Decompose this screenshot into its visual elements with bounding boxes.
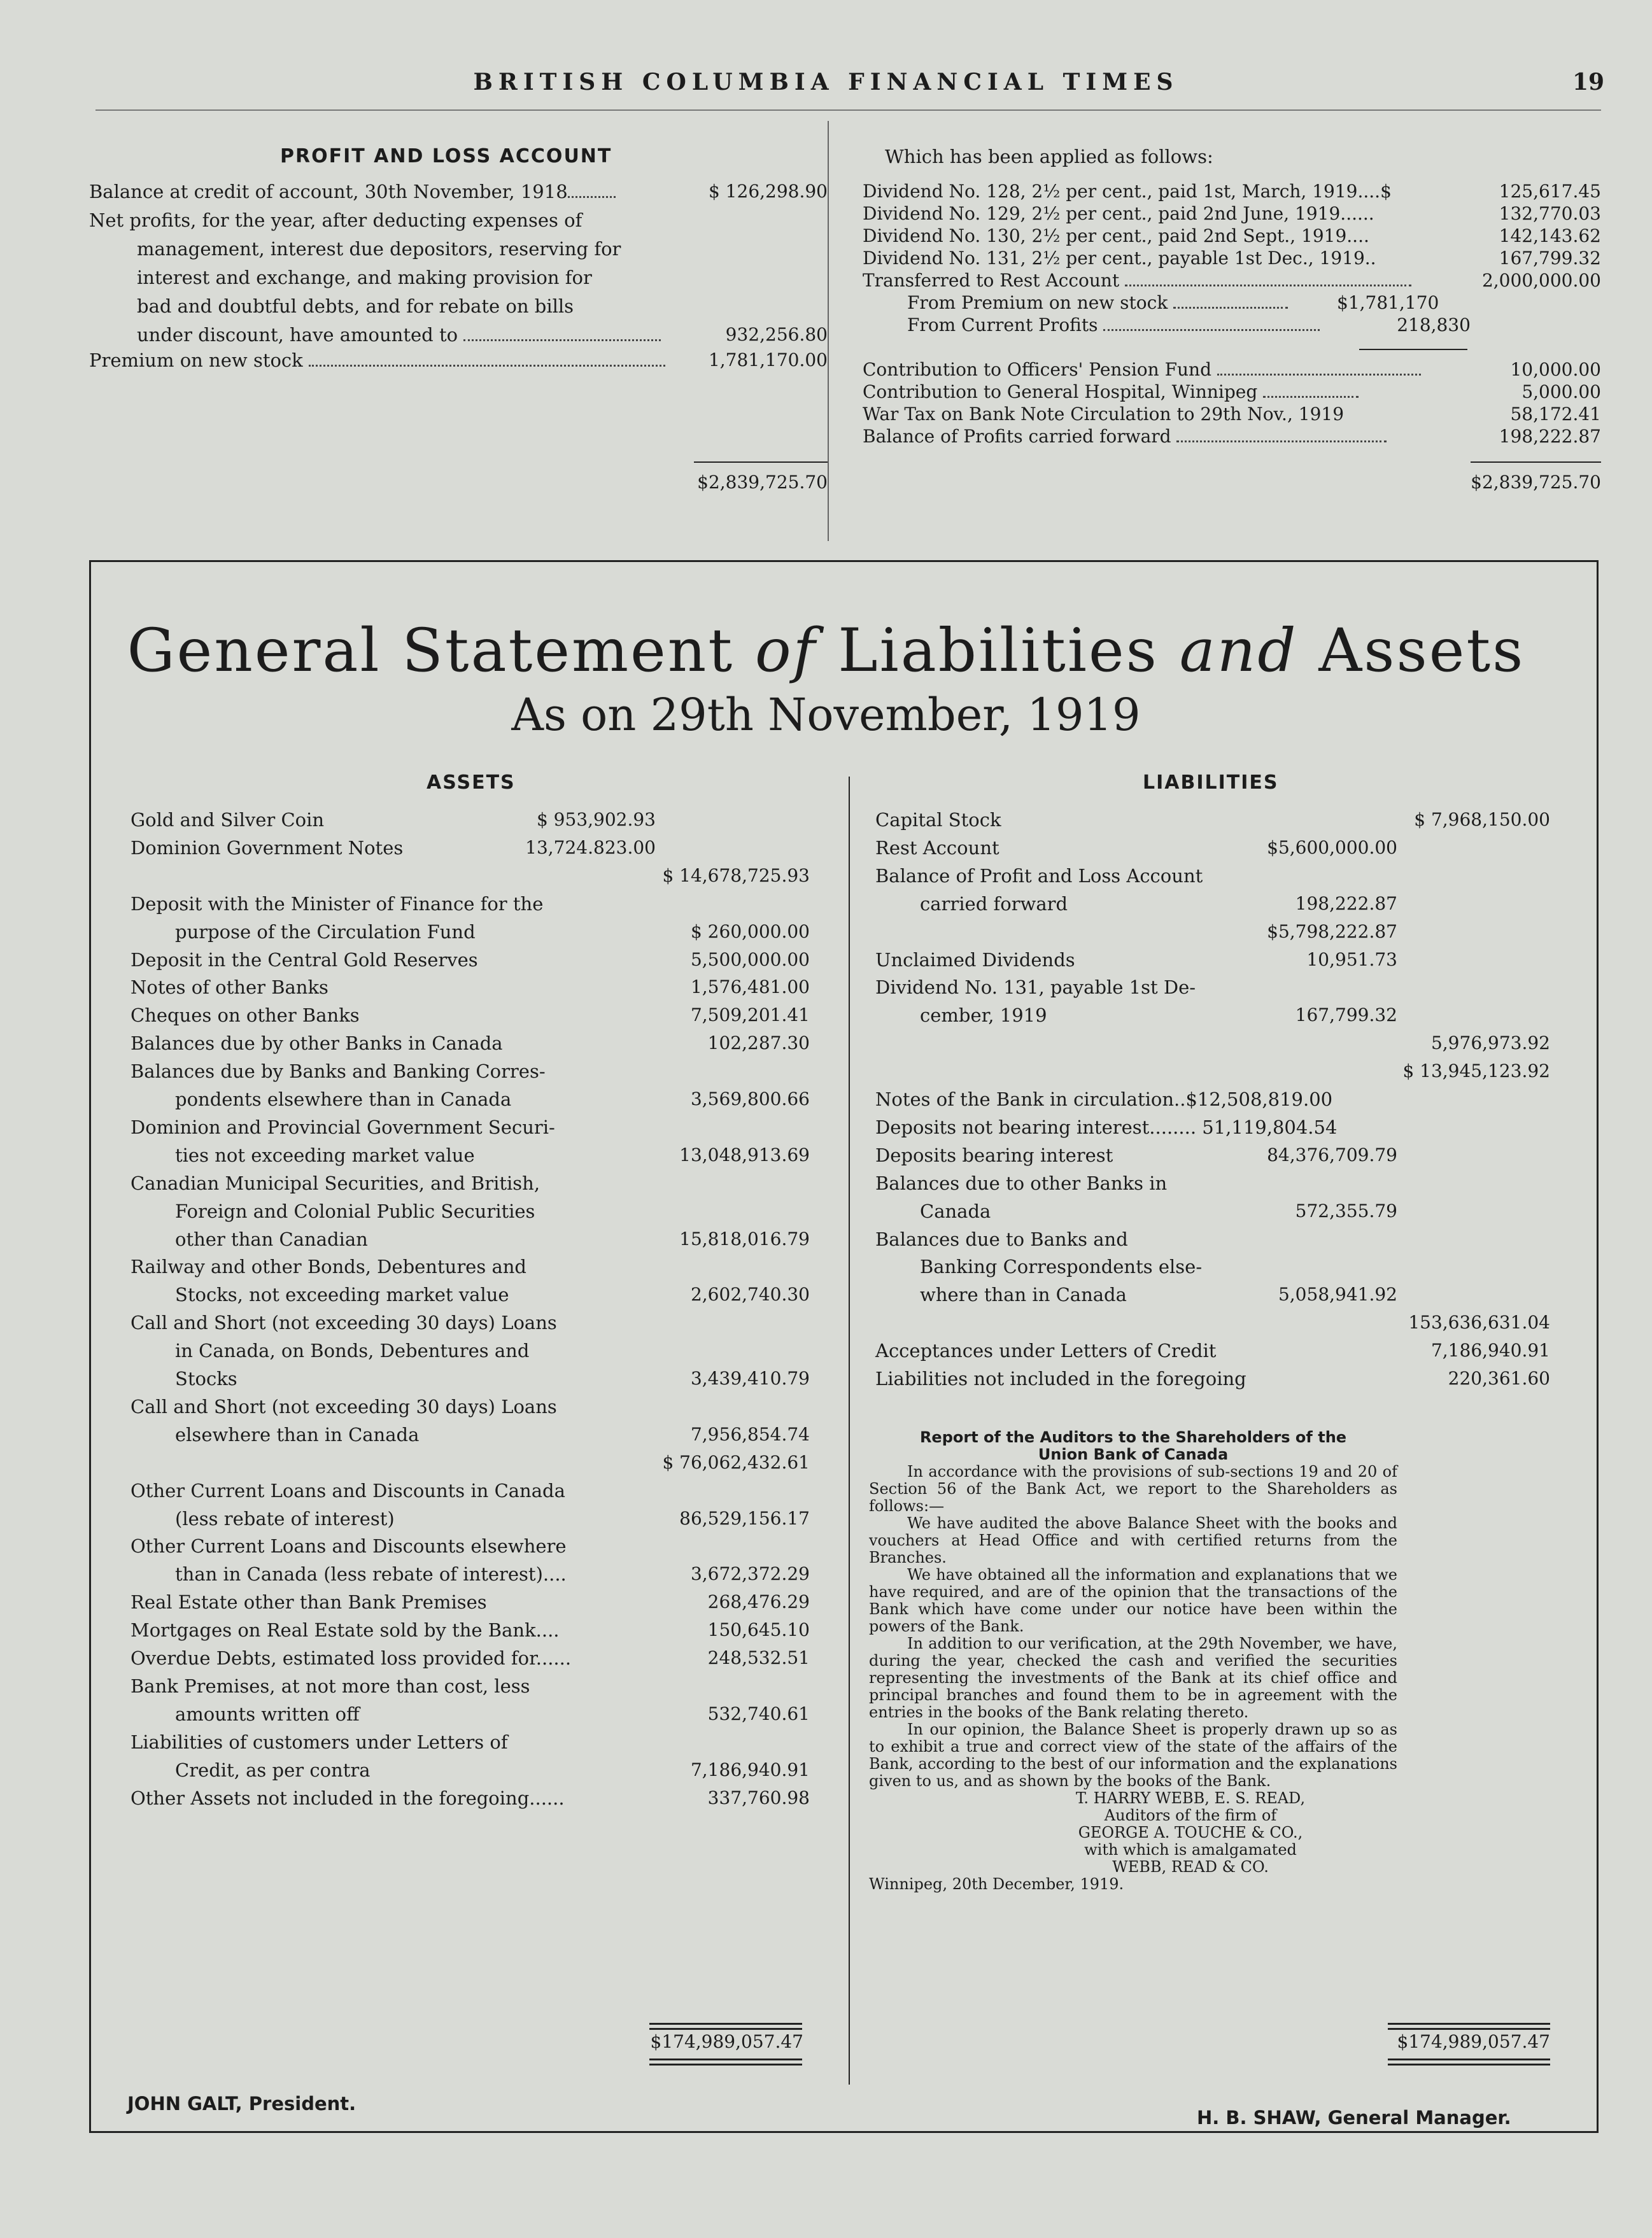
- page-number: 19: [1572, 69, 1605, 95]
- liability-row-label: Canada: [920, 1200, 991, 1222]
- asset-row-label: Real Estate other than Bank Premises: [131, 1591, 487, 1614]
- liability-row-label: Rest Account: [875, 836, 999, 859]
- liability-row-label: Notes of the Bank in circulation..$12,508,819.00: [875, 1088, 1333, 1110]
- auditor-signature-2: Auditors of the firm of: [1104, 1806, 1277, 1824]
- pl-net-amount: 932,256.80: [725, 324, 828, 345]
- asset-row-label: purpose of the Circulation Fund: [175, 920, 476, 943]
- report-paragraph-2: We have audited the above Balance Sheet with the books and vouchers at Head Office and with certified returns from the Branches.: [869, 1514, 1397, 1566]
- dividend-128: Dividend No. 128, 2½ per cent., paid 1st, March, 1919....$: [863, 181, 1392, 202]
- applied-heading: Which has been applied as follows:: [885, 146, 1213, 167]
- asset-row-amount: 1,576,481.00: [690, 976, 810, 998]
- asset-row-label: Liabilities of customers under Letters of: [131, 1731, 508, 1753]
- from-profits: From Current Profits: [907, 314, 1320, 337]
- statement-subtitle: As on 29th November, 1919: [511, 689, 1141, 741]
- asset-row-amount: 2,602,740.30: [690, 1284, 810, 1306]
- manager-signature: H. B. SHAW, General Manager.: [1197, 2107, 1511, 2129]
- pl-net-line-5: under discount, have amounted to: [137, 323, 661, 346]
- asset-row-amount: 3,569,800.66: [690, 1088, 810, 1109]
- asset-row-label: Foreign and Colonial Public Securities: [175, 1200, 535, 1222]
- asset-row-label: Stocks, not exceeding market value: [175, 1284, 509, 1306]
- asset-row-subamount: 13,724.823.00: [525, 836, 656, 858]
- auditor-signature-1: T. HARRY WEBB, E. S. READ,: [1075, 1789, 1306, 1807]
- war-tax-amount: 58,172.41: [1510, 404, 1601, 425]
- asset-row-label: Mortgages on Real Estate sold by the Bank....: [131, 1619, 560, 1642]
- header-rule: [95, 109, 1601, 111]
- asset-row-label: Balances due by other Banks in Canada: [131, 1032, 503, 1055]
- liability-row-label: Balances due to other Banks in: [875, 1172, 1168, 1194]
- liability-row-amount: 5,976,973.92: [1430, 1032, 1550, 1054]
- liability-row-label: Dividend No. 131, payable 1st De-: [875, 976, 1196, 999]
- asset-row-label: (less rebate of interest): [175, 1507, 395, 1530]
- dividend-130: Dividend No. 130, 2½ per cent., paid 2nd Sept., 1919....: [863, 225, 1369, 246]
- liability-row-label: Deposits not bearing interest........ 51,119,804.54: [875, 1116, 1338, 1138]
- asset-row-amount: 15,818,016.79: [679, 1228, 810, 1249]
- asset-row-label: than in Canada (less rebate of interest)....: [175, 1563, 567, 1586]
- report-title-2: Union Bank of Canada: [1038, 1446, 1229, 1463]
- asset-row-label: Call and Short (not exceeding 30 days) Loans: [131, 1312, 557, 1334]
- liability-row-label: carried forward: [920, 892, 1068, 915]
- asset-row-label: Dominion and Provincial Government Securi-: [131, 1116, 555, 1138]
- asset-row-label: Balances due by Banks and Banking Corres-: [131, 1060, 546, 1083]
- assets-heading: ASSETS: [427, 771, 516, 794]
- dividend-131: Dividend No. 131, 2½ per cent., payable 1st Dec., 1919..: [863, 248, 1376, 269]
- journal-title: BRITISH COLUMBIA FINANCIAL TIMES: [473, 69, 1179, 95]
- dividend-130-amount: 142,143.62: [1499, 225, 1601, 246]
- asset-row-amount: 86,529,156.17: [679, 1507, 810, 1529]
- asset-row-label: Other Current Loans and Discounts elsewhere: [131, 1535, 567, 1558]
- profits-carried-forward: Balance of Profits carried forward: [863, 425, 1387, 448]
- asset-row-amount: 102,287.30: [707, 1032, 810, 1054]
- pension-fund-amount: 10,000.00: [1510, 359, 1601, 380]
- assets-total: $174,989,057.47: [650, 2031, 803, 2052]
- report-paragraph-4: In addition to our verification, at the 29th November, we have, during the year, checked the cash and verified the securities representing the investments of the Bank at its chief office and principal branches and found them to be in agreement with the entries in the books of the Bank relating thereto.: [869, 1635, 1397, 1721]
- from-premium-amount: $1,781,170: [1337, 292, 1439, 313]
- asset-row-label: Dominion Government Notes: [131, 836, 404, 859]
- pl-premium-line: Premium on new stock: [89, 349, 665, 372]
- liability-row-subamount: 84,376,709.79: [1267, 1144, 1397, 1165]
- asset-row-amount: 3,672,372.29: [690, 1563, 810, 1585]
- column-divider: [828, 121, 829, 541]
- auditor-signature-3: GEORGE A. TOUCHE & CO.,: [1078, 1824, 1303, 1841]
- asset-row-label: in Canada, on Bonds, Debentures and: [175, 1340, 530, 1362]
- asset-row-amount: 7,956,854.74: [690, 1423, 810, 1445]
- liability-row-label: Balances due to Banks and: [875, 1228, 1128, 1250]
- liability-row-subamount: $5,798,222.87: [1267, 920, 1397, 942]
- assets-total-underline: [649, 2059, 802, 2066]
- asset-row-label: Call and Short (not exceeding 30 days) Loans: [131, 1395, 557, 1418]
- asset-row-label: pondents elsewhere than in Canada: [175, 1088, 512, 1110]
- auditors-report: [869, 1429, 1397, 1893]
- asset-row-label: elsewhere than in Canada: [175, 1423, 420, 1446]
- auditor-signature-5: WEBB, READ & CO.: [1112, 1858, 1269, 1876]
- liability-row-amount: 220,361.60: [1448, 1368, 1550, 1389]
- hospital-contribution: Contribution to General Hospital, Winnipeg: [863, 381, 1359, 404]
- assets-total-rule: [649, 2023, 802, 2030]
- asset-row-amount: 3,439,410.79: [690, 1368, 810, 1389]
- liability-row-label: cember, 1919: [920, 1004, 1047, 1027]
- asset-row-label: other than Canadian: [175, 1228, 368, 1250]
- liabilities-total-rule: [1388, 2023, 1550, 2030]
- liability-row-amount: $ 13,945,123.92: [1402, 1060, 1550, 1082]
- asset-row-label: Gold and Silver Coin: [131, 809, 325, 831]
- asset-row-label: Credit, as per contra: [175, 1759, 371, 1781]
- pl-total: $2,839,725.70: [697, 472, 828, 493]
- pension-fund: Contribution to Officers' Pension Fund: [863, 358, 1421, 381]
- report-paragraph-5: In our opinion, the Balance Sheet is properly drawn up so as to exhibit a true and correct view of the state of the affairs of the Bank, according to the best of our information and the explanations given to us, and as shown by the books of the Bank.: [869, 1721, 1397, 1790]
- report-place-date: Winnipeg, 20th December, 1919.: [869, 1875, 1124, 1893]
- liability-row-subamount: 10,951.73: [1306, 948, 1397, 970]
- war-tax: War Tax on Bank Note Circulation to 29th Nov., 1919: [863, 404, 1345, 425]
- asset-row-label: Stocks: [175, 1368, 237, 1390]
- pl-total-rule: [694, 461, 828, 463]
- asset-row-label: Deposit with the Minister of Finance for the: [131, 892, 544, 915]
- report-paragraph-3: We have obtained all the information and explanations that we have required, and are of the opinion that the transactions of the Bank which have come under our notice have been within the powers of the Bank.: [869, 1566, 1397, 1635]
- asset-row-amount: $ 260,000.00: [690, 920, 810, 942]
- asset-row-amount: 7,509,201.41: [690, 1004, 810, 1026]
- asset-row-label: Railway and other Bonds, Debentures and: [131, 1256, 526, 1278]
- asset-row-amount: 532,740.61: [707, 1703, 810, 1724]
- dividend-128-amount: 125,617.45: [1499, 181, 1601, 202]
- asset-row-label: Notes of other Banks: [131, 976, 328, 999]
- rest-transfer-amount: 2,000,000.00: [1481, 270, 1601, 291]
- auditor-signature-4: with which is amalgamated: [1084, 1841, 1297, 1859]
- liability-row-subamount: 572,355.79: [1295, 1200, 1397, 1221]
- liability-row-label: Capital Stock: [875, 809, 1001, 831]
- asset-row-label: Deposit in the Central Gold Reserves: [131, 948, 478, 971]
- asset-row-label: Bank Premises, at not more than cost, less: [131, 1675, 530, 1697]
- asset-row-label: Other Current Loans and Discounts in Canada: [131, 1479, 565, 1502]
- liability-row-subamount: 5,058,941.92: [1278, 1284, 1397, 1306]
- liability-row-subamount: 198,222.87: [1295, 892, 1397, 914]
- asset-row-label: Other Assets not included in the foregoing......: [131, 1787, 565, 1809]
- asset-row-amount: 268,476.29: [707, 1591, 810, 1613]
- liability-row-label: Deposits bearing interest: [875, 1144, 1113, 1166]
- report-paragraph-1: In accordance with the provisions of sub-sections 19 and 20 of Section 56 of the Bank Act, we report to the Shareholders as follows:—: [869, 1463, 1397, 1515]
- report-title-1: Report of the Auditors to the Shareholders of the: [919, 1428, 1347, 1446]
- liabilities-total: $174,989,057.47: [1397, 2031, 1550, 2052]
- dividend-131-amount: 167,799.32: [1499, 248, 1601, 269]
- liability-row-subamount: $5,600,000.00: [1267, 836, 1397, 858]
- liability-row-label: Liabilities not included in the foregoing: [875, 1368, 1246, 1390]
- statement-title: General Statement of Liabilities and Assets: [127, 616, 1525, 686]
- liability-row-label: where than in Canada: [920, 1284, 1127, 1306]
- pl-net-line-4: bad and doubtful debts, and for rebate on bills: [137, 295, 574, 317]
- asset-row-amount: $ 76,062,432.61: [662, 1451, 810, 1473]
- asset-row-amount: 13,048,913.69: [679, 1144, 810, 1165]
- liability-row-label: Unclaimed Dividends: [875, 948, 1075, 971]
- applied-total: $2,839,725.70: [1471, 472, 1601, 493]
- asset-row-amount: 337,760.98: [707, 1787, 810, 1808]
- pl-balance-line: Balance at credit of account, 30th November, 1918: [89, 180, 616, 203]
- asset-row-amount: 150,645.10: [707, 1619, 810, 1641]
- asset-row-amount: 5,500,000.00: [690, 948, 810, 970]
- rest-transfer: Transferred to Rest Account: [863, 269, 1411, 292]
- liability-row-subamount: 167,799.32: [1295, 1004, 1397, 1026]
- pl-net-line-3: interest and exchange, and making provision for: [137, 267, 592, 288]
- asset-row-label: amounts written off: [175, 1703, 360, 1725]
- asset-row-amount: 7,186,940.91: [690, 1759, 810, 1780]
- profit-loss-heading: PROFIT AND LOSS ACCOUNT: [280, 145, 612, 167]
- president-signature: JOHN GALT, President.: [127, 2093, 357, 2115]
- from-profits-amount: 218,830: [1397, 314, 1471, 335]
- pl-net-line-1: Net profits, for the year, after deducting expenses of: [89, 209, 582, 231]
- hospital-contribution-amount: 5,000.00: [1521, 381, 1601, 402]
- pl-premium-amount: 1,781,170.00: [708, 349, 828, 370]
- pl-balance-amount: $ 126,298.90: [708, 181, 828, 202]
- liability-row-amount: 153,636,631.04: [1408, 1312, 1550, 1334]
- statement-divider: [849, 777, 850, 2085]
- liabilities-total-underline: [1388, 2059, 1550, 2066]
- asset-row-amount: $ 14,678,725.93: [662, 864, 810, 886]
- liability-row-label: Banking Correspondents else-: [920, 1256, 1203, 1278]
- asset-row-subamount: $ 953,902.93: [536, 809, 656, 830]
- asset-row-amount: 248,532.51: [707, 1647, 810, 1668]
- asset-row-label: Overdue Debts, estimated loss provided for......: [131, 1647, 572, 1669]
- liability-row-label: Acceptances under Letters of Credit: [875, 1340, 1217, 1362]
- liability-row-amount: $ 7,968,150.00: [1414, 809, 1550, 830]
- dividend-129: Dividend No. 129, 2½ per cent., paid 2nd June, 1919......: [863, 203, 1374, 224]
- from-premium: From Premium on new stock: [907, 292, 1288, 314]
- profits-carried-forward-amount: 198,222.87: [1499, 426, 1601, 447]
- from-subtotal-rule: [1359, 349, 1467, 350]
- liabilities-heading: LIABILITIES: [1143, 771, 1279, 794]
- asset-row-label: ties not exceeding market value: [175, 1144, 475, 1166]
- applied-total-rule: [1471, 461, 1601, 463]
- dividend-129-amount: 132,770.03: [1499, 203, 1601, 224]
- pl-net-line-2: management, interest due depositors, reserving for: [137, 238, 621, 260]
- liability-row-amount: 7,186,940.91: [1430, 1340, 1550, 1362]
- liability-row-label: Balance of Profit and Loss Account: [875, 864, 1203, 887]
- asset-row-label: Cheques on other Banks: [131, 1004, 360, 1027]
- asset-row-label: Canadian Municipal Securities, and British,: [131, 1172, 540, 1194]
